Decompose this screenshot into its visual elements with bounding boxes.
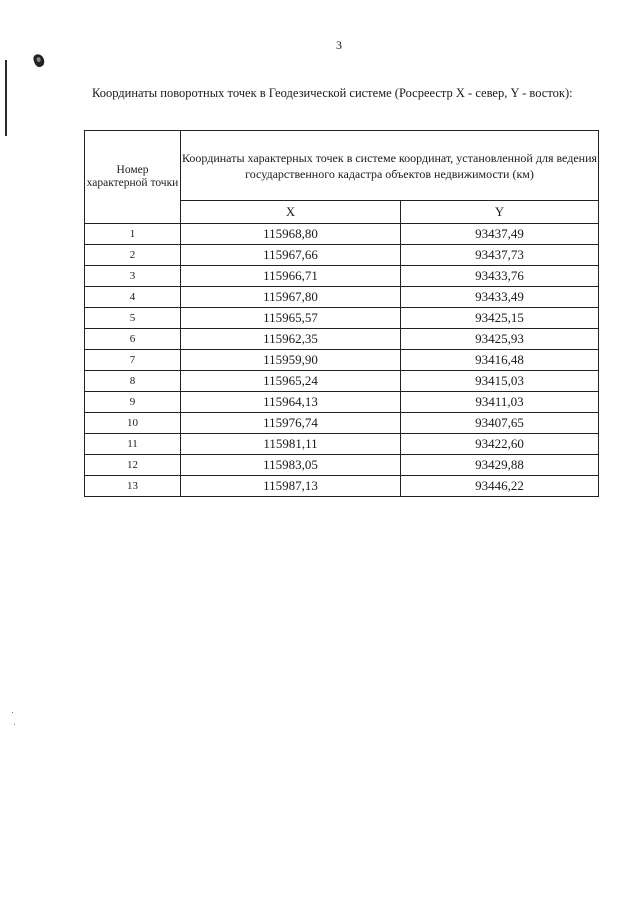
table-row [85, 287, 599, 308]
y-coordinate-cell: 93425,15 [401, 308, 599, 329]
header-y: Y [401, 201, 599, 224]
point-number-cell: 6 [85, 329, 181, 350]
point-number-cell: 3 [85, 266, 181, 287]
x-coordinate-cell: 115965,57 [181, 308, 401, 329]
x-coordinate-cell: 115967,66 [181, 245, 401, 266]
x-coordinate-cell: 115981,11 [181, 434, 401, 455]
y-coordinate-cell: 93416,48 [401, 350, 599, 371]
y-coordinate-cell: 93433,76 [401, 266, 599, 287]
y-coordinate-cell: 93437,49 [401, 224, 599, 245]
x-coordinate-cell: 115965,24 [181, 371, 401, 392]
table-row [85, 392, 599, 413]
point-number-cell: 2 [85, 245, 181, 266]
table-row [85, 413, 599, 434]
header-x: X [181, 201, 401, 224]
table-row [85, 308, 599, 329]
point-number-cell: 5 [85, 308, 181, 329]
table-row [85, 245, 599, 266]
y-coordinate-cell: 93425,93 [401, 329, 599, 350]
y-coordinate-cell: 93433,49 [401, 287, 599, 308]
table-row [85, 455, 599, 476]
x-coordinate-cell: 115968,80 [181, 224, 401, 245]
scan-edge-line [5, 60, 7, 136]
table-row [85, 266, 599, 287]
scan-speck [14, 724, 15, 725]
x-coordinate-cell: 115967,80 [181, 287, 401, 308]
header-coordinates: Координаты характерных точек в системе координат, установленной для ведения государственного кадастра объектов недвижимости (км) [181, 131, 599, 201]
table-row [85, 224, 599, 245]
table-row [85, 329, 599, 350]
y-coordinate-cell: 93446,22 [401, 476, 599, 497]
table-header-row [85, 131, 599, 201]
point-number-cell: 1 [85, 224, 181, 245]
table-row [85, 350, 599, 371]
point-number-cell: 7 [85, 350, 181, 371]
point-number-cell: 9 [85, 392, 181, 413]
header-point-number: Номер характерной точки [85, 131, 181, 224]
x-coordinate-cell: 115987,13 [181, 476, 401, 497]
y-coordinate-cell: 93411,03 [401, 392, 599, 413]
point-number-cell: 10 [85, 413, 181, 434]
point-number-cell: 11 [85, 434, 181, 455]
page-number: 3 [336, 38, 342, 52]
x-coordinate-cell: 115964,13 [181, 392, 401, 413]
scan-speck [12, 712, 13, 713]
y-coordinate-cell: 93429,88 [401, 455, 599, 476]
ink-blot [32, 53, 46, 69]
y-coordinate-cell: 93407,65 [401, 413, 599, 434]
y-coordinate-cell: 93415,03 [401, 371, 599, 392]
table-row [85, 434, 599, 455]
x-coordinate-cell: 115983,05 [181, 455, 401, 476]
x-coordinate-cell: 115959,90 [181, 350, 401, 371]
coordinates-table [84, 130, 599, 497]
y-coordinate-cell: 93422,60 [401, 434, 599, 455]
y-coordinate-cell: 93437,73 [401, 245, 599, 266]
point-number-cell: 12 [85, 455, 181, 476]
x-coordinate-cell: 115962,35 [181, 329, 401, 350]
table-row [85, 476, 599, 497]
x-coordinate-cell: 115966,71 [181, 266, 401, 287]
table-row [85, 371, 599, 392]
point-number-cell: 8 [85, 371, 181, 392]
point-number-cell: 13 [85, 476, 181, 497]
table-body [85, 224, 599, 497]
x-coordinate-cell: 115976,74 [181, 413, 401, 434]
document-title: Координаты поворотных точек в Геодезической системе (Росреестр X - север, Y - восток): [92, 86, 573, 100]
point-number-cell: 4 [85, 287, 181, 308]
